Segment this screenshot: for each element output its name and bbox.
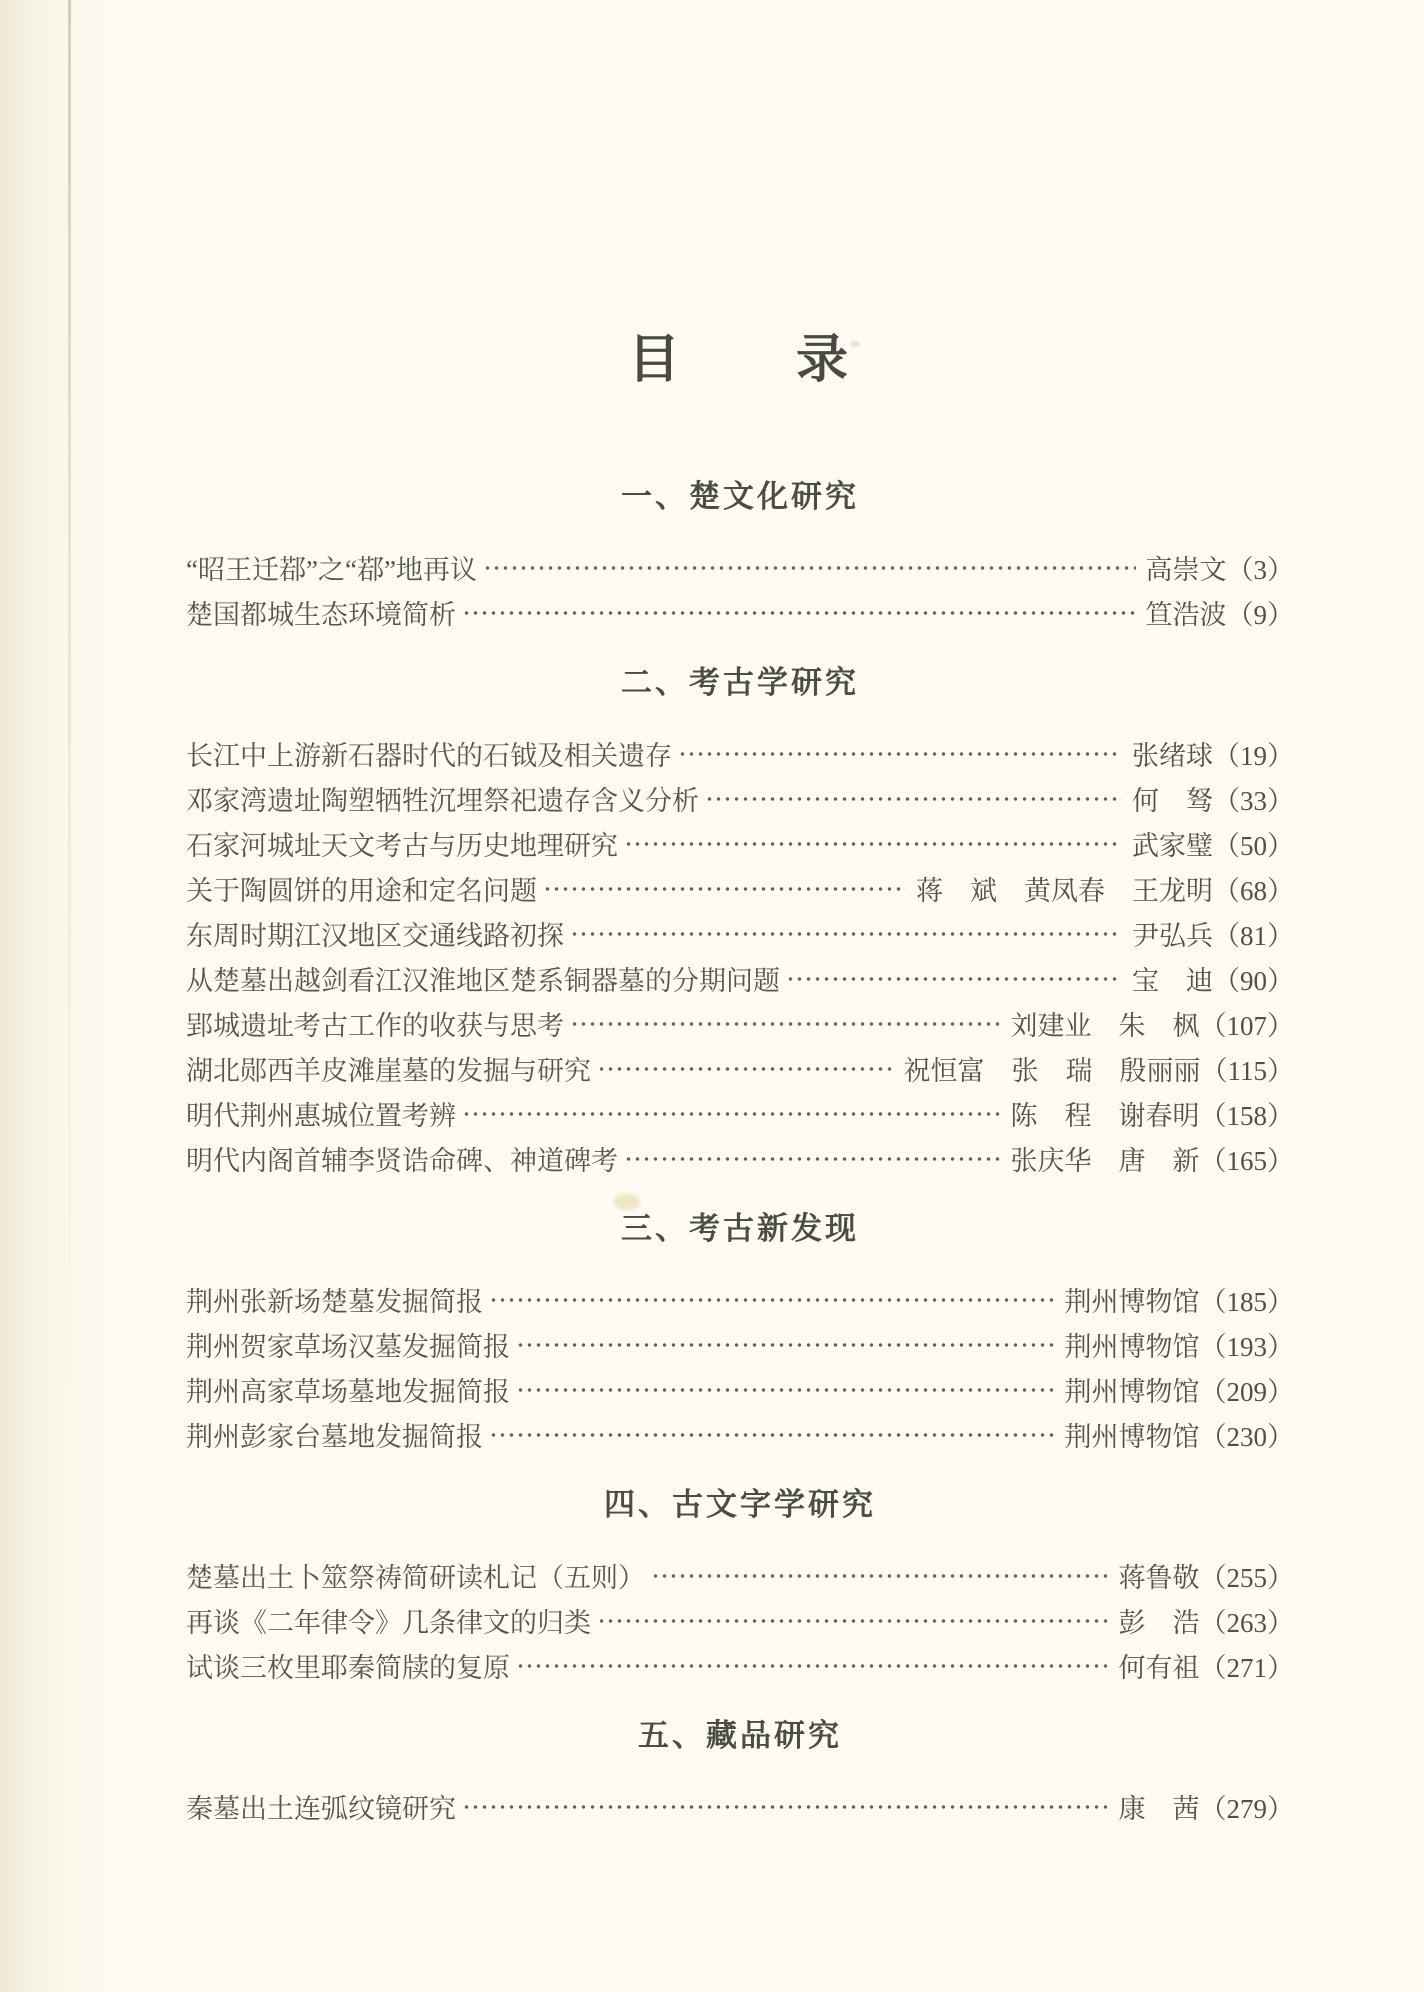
entry-authors: 荆州博物馆: [1064, 1287, 1200, 1317]
entry-authors: 荆州博物馆: [1064, 1332, 1200, 1362]
entry-authors: 刘建业 朱 枫: [1010, 1011, 1200, 1041]
toc-section: [186, 1209, 1294, 1457]
entry-page-number: （230）: [1199, 1422, 1294, 1452]
section-entries: [186, 731, 1294, 1181]
entry-page-number: （279）: [1199, 1794, 1294, 1824]
entry-authors: 荆州博物馆: [1064, 1377, 1200, 1407]
entry-authors: 蒋鲁敬: [1118, 1563, 1200, 1593]
dot-leader: [597, 1064, 894, 1074]
entry-title: 楚国都城生态环境简析: [186, 600, 456, 630]
entry-authors: 武家璧: [1132, 831, 1213, 861]
dot-leader: [516, 1661, 1109, 1671]
entry-authors: 陈 程 谢春明: [1010, 1101, 1200, 1131]
entry-page-number: （90）: [1213, 966, 1294, 996]
toc-entry-row: [186, 1643, 1294, 1688]
entry-page-number: （19）: [1213, 741, 1294, 771]
toc-section: [186, 1485, 1294, 1688]
dot-leader: [624, 1154, 1001, 1164]
entry-page-number: （158）: [1199, 1101, 1294, 1131]
entry-authors: 张庆华 唐 新: [1010, 1146, 1200, 1176]
toc-sections: [186, 477, 1294, 1829]
entry-title: 关于陶圆饼的用途和定名问题: [186, 876, 537, 906]
entry-title: 湖北郧西羊皮滩崖墓的发掘与研究: [186, 1056, 591, 1086]
entry-title: 楚墓出土卜筮祭祷简研读札记（五则）: [186, 1563, 645, 1593]
entry-authors: 笪浩波: [1145, 600, 1227, 630]
entry-authors: 彭 浩: [1118, 1608, 1200, 1638]
entry-authors: 荆州博物馆: [1064, 1422, 1200, 1452]
dot-leader: [597, 1616, 1109, 1626]
entry-page-number: （9）: [1226, 600, 1294, 630]
section-heading: 三、考古新发现: [621, 1211, 859, 1246]
entry-authors: 祝恒富 张 瑞 殷丽丽: [903, 1056, 1201, 1086]
dot-leader: [705, 794, 1122, 804]
toc-entry-row: [186, 1598, 1294, 1643]
toc-entry-row: [186, 866, 1294, 911]
entry-title: 石家河城址天文考古与历史地理研究: [186, 831, 618, 861]
entry-page-number: （33）: [1213, 786, 1294, 816]
dot-leader: [543, 884, 906, 894]
entry-title: 邓家湾遗址陶塑牺牲沉埋祭祀遗存含义分析: [186, 786, 699, 816]
dot-leader: [462, 1802, 1109, 1812]
section-entries: [186, 1277, 1294, 1457]
entry-title: 郢城遗址考古工作的收获与思考: [186, 1011, 564, 1041]
entry-title: 长江中上游新石器时代的石钺及相关遗存: [186, 741, 672, 771]
entry-title: 从楚墓出越剑看江汉淮地区楚系铜器墓的分期问题: [186, 966, 780, 996]
entry-page-number: （165）: [1199, 1146, 1294, 1176]
dot-leader: [516, 1385, 1055, 1395]
entry-authors: 高崇文: [1145, 555, 1227, 585]
toc-entry-row: [186, 1367, 1294, 1412]
toc-entry-row: [186, 590, 1294, 635]
entry-authors: 张绪球: [1132, 741, 1213, 771]
section-entries: [186, 1553, 1294, 1688]
dot-leader: [570, 929, 1122, 939]
entry-title: 秦墓出土连弧纹镜研究: [186, 1794, 456, 1824]
toc-entry-row: [186, 1001, 1294, 1046]
entry-page-number: （271）: [1199, 1653, 1294, 1683]
section-heading: 二、考古学研究: [621, 665, 859, 700]
entry-authors: 康 茜: [1118, 1794, 1200, 1824]
entry-page-number: （81）: [1213, 921, 1294, 951]
toc-entry-row: [186, 1553, 1294, 1598]
toc-entry-row: [186, 1412, 1294, 1457]
entry-title: 荆州高家草场墓地发掘简报: [186, 1377, 510, 1407]
toc-entry-row: [186, 1091, 1294, 1136]
toc-entry-row: [186, 1136, 1294, 1181]
entry-title: “昭王迁鄀”之“鄀”地再议: [186, 555, 477, 585]
entry-page-number: （209）: [1199, 1377, 1294, 1407]
entry-page-number: （50）: [1213, 831, 1294, 861]
dot-leader: [462, 608, 1136, 618]
dot-leader: [624, 839, 1122, 849]
toc-entry-row: [186, 911, 1294, 956]
dot-leader: [651, 1571, 1109, 1581]
entry-page-number: （115）: [1200, 1056, 1294, 1086]
section-entries: [186, 545, 1294, 635]
toc-content: [186, 0, 1294, 1829]
entry-title: 荆州贺家草场汉墓发掘简报: [186, 1332, 510, 1362]
page-fold-shadow: [68, 0, 71, 1500]
entry-page-number: （185）: [1199, 1287, 1294, 1317]
toc-entry-row: [186, 545, 1294, 590]
entry-title: 荆州彭家台墓地发掘简报: [186, 1422, 483, 1452]
toc-entry-row: [186, 956, 1294, 1001]
entry-title: 荆州张新场楚墓发掘简报: [186, 1287, 483, 1317]
entry-title: 东周时期江汉地区交通线路初探: [186, 921, 564, 951]
dot-leader: [483, 563, 1136, 573]
toc-entry-row: [186, 731, 1294, 776]
toc-entry-row: [186, 1277, 1294, 1322]
entry-authors: 何有祖: [1118, 1653, 1200, 1683]
toc-entry-row: [186, 1046, 1294, 1091]
entry-authors: 蒋 斌 黄凤春 王龙明: [916, 876, 1213, 906]
section-heading: 五、藏品研究: [638, 1718, 842, 1753]
dot-leader: [570, 1019, 1001, 1029]
toc-section: [186, 477, 1294, 635]
entry-title: 明代内阁首辅李贤诰命碑、神道碑考: [186, 1146, 618, 1176]
entry-authors: 何 驽: [1132, 786, 1213, 816]
section-heading: 一、楚文化研究: [621, 479, 859, 514]
dot-leader: [462, 1109, 1001, 1119]
entry-title: 试谈三枚里耶秦简牍的复原: [186, 1653, 510, 1683]
dot-leader: [489, 1430, 1055, 1440]
entry-page-number: （3）: [1226, 555, 1294, 585]
dot-leader: [678, 749, 1122, 759]
toc-section: [186, 663, 1294, 1181]
entry-authors: 尹弘兵: [1132, 921, 1213, 951]
dot-leader: [489, 1295, 1055, 1305]
entry-page-number: （107）: [1199, 1011, 1294, 1041]
toc-section: [186, 1716, 1294, 1829]
entry-title: 明代荆州惠城位置考辨: [186, 1101, 456, 1131]
toc-entry-row: [186, 1784, 1294, 1829]
toc-entry-row: [186, 776, 1294, 821]
section-entries: [186, 1784, 1294, 1829]
entry-authors: 宝 迪: [1132, 966, 1213, 996]
entry-page-number: （255）: [1199, 1563, 1294, 1593]
entry-page-number: （68）: [1213, 876, 1294, 906]
toc-entry-row: [186, 1322, 1294, 1367]
entry-page-number: （193）: [1199, 1332, 1294, 1362]
toc-entry-row: [186, 821, 1294, 866]
section-heading: 四、古文字学研究: [604, 1487, 876, 1522]
entry-page-number: （263）: [1199, 1608, 1294, 1638]
page-title: 目 录: [627, 332, 852, 389]
entry-title: 再谈《二年律令》几条律文的归类: [186, 1608, 591, 1638]
dot-leader: [786, 974, 1122, 984]
dot-leader: [516, 1340, 1055, 1350]
